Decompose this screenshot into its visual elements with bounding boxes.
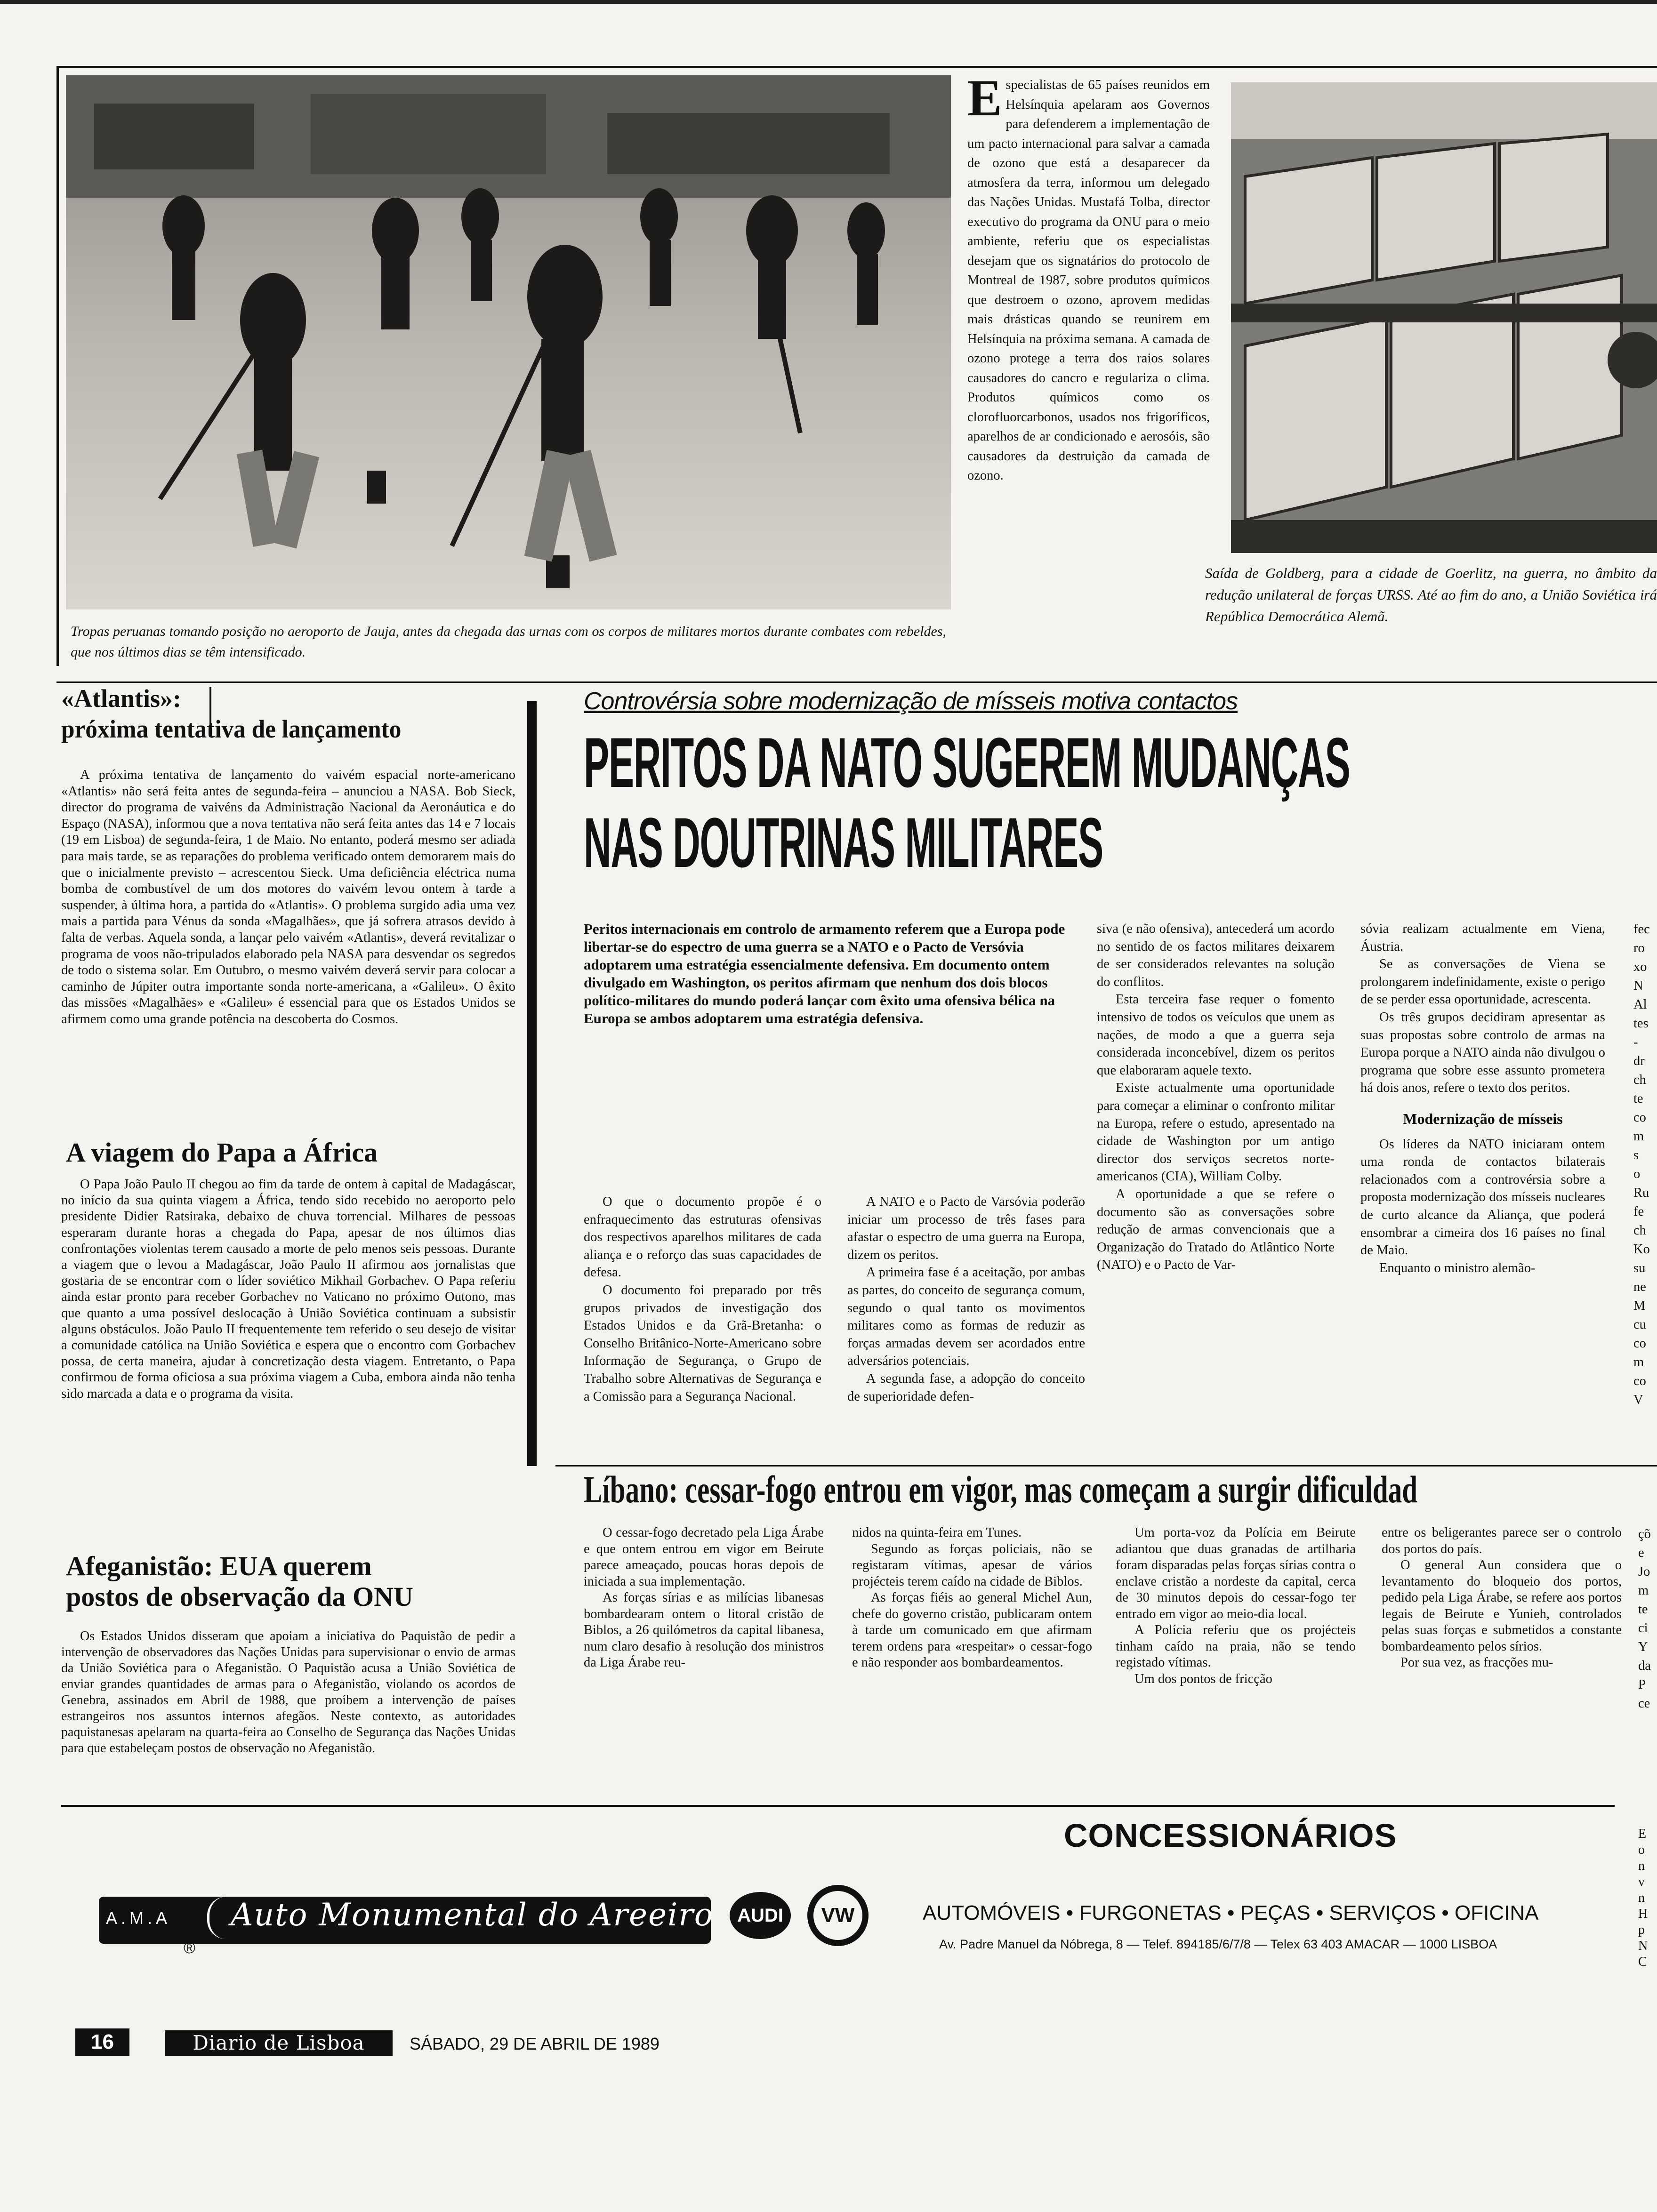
nato-col5-fragment: te: [1633, 1091, 1643, 1106]
libano-rule: [555, 1465, 1657, 1467]
nato-col5-fragment: su: [1633, 1261, 1646, 1275]
libano-col3: [1116, 1525, 1356, 1793]
side-fragment: N: [1638, 1939, 1648, 1953]
nato-col3-p2: Esta terceira fase requer o fomento intensivo de todos os veículos que unem as nações, de modo a que a guerra seja considerada inconcebível, dizem os peritos que elaboraram aquele texto.: [1097, 992, 1335, 1078]
atlantis-article: [61, 767, 515, 1141]
ama-script: Auto Monumental do Areeiro: [231, 1897, 714, 1933]
dropcap: E: [967, 75, 1002, 127]
atlantis-title-line1: «Atlantis»:: [61, 684, 181, 713]
nato-col2-p1: A NATO e o Pacto de Varsóvia poderão iniciar um processo de três fases para afastar o espectro de uma guerra na Europa, dizem os peritos.: [847, 1194, 1085, 1262]
afeg-body: Os Estados Unidos disseram que apoiam a iniciativa do Paquistão de pedir a intervenção de observadores das Nações Unidas para supervisionar o envio de armas da União Soviética para o Afeganistão. O Paquistão acusa a União Soviética de enviar grandes quantidades de armas para o Afeganistão, violando os acordos de Genebra, assinados em Abril de 1988, que proíbem a intervenção de países estrangeiros nos assuntos internos afegãos. Neste contexto, as autoridades paquistanesas apelaram na quarta-feira ao Conselho de Segurança das Nações Unidas para que estabeleçam postos de observação no Afeganistão.: [61, 1629, 515, 1755]
page-number: 16: [75, 2028, 129, 2056]
afeg-title-line2: postos de observação da ONU: [66, 1581, 413, 1612]
libano-col5-fragment: ci: [1638, 1621, 1648, 1635]
nato-col5-fragment: Ru: [1633, 1186, 1649, 1200]
side-fragment: E: [1638, 1827, 1647, 1841]
nato-lead-text: Peritos internacionais em controlo de armamento referem que a Europa pode libertar-se do espectro de uma guerra se a NATO e o Pacto de Versóvia adoptarem uma estratégia essencialmente defensiva. Em documento ontem divulgado em Washington, os peritos afirmam que nenhum dos dois blocos político-militares do mundo poderá lançar com êxito uma ofensiva bélica na Europa se ambos adoptarem uma estratégia defensiva.: [584, 921, 1065, 1026]
libano-col5-fragment: Y: [1638, 1640, 1648, 1654]
vw-icon: [813, 1891, 862, 1940]
footer-date: SÁBADO, 29 DE ABRIL DE 1989: [410, 2034, 660, 2053]
nato-col1: [584, 1193, 821, 1461]
libano-col2-p3: As forças fiéis ao general Michel Aun, chefe do governo cristão, publicaram ontem à tarde um comunicado em que afirmam terem ordens para «respeitar» o cessar-fogo e não responder aos bombardeamentos.: [852, 1590, 1092, 1670]
nato-col5-fragment: -: [1633, 1035, 1638, 1050]
ad-title: CONCESSIONÁRIOS: [1064, 1817, 1397, 1854]
libano-col5-fragment: te: [1638, 1602, 1648, 1617]
afeg-title-line1: Afeganistão: EUA querem: [66, 1551, 372, 1581]
libano-col2: [852, 1525, 1092, 1793]
nato-headline-line2: NAS DOUTRINAS MILITARES: [584, 803, 1103, 882]
ad-rule-top: [61, 1805, 1615, 1807]
atlantis-body: A próxima tentativa de lançamento do vaivém espacial norte-americano «Atlantis» não será feita antes de segunda-feira – anunciou a NASA. Bob Sieck, director do programa de vaivéns da Administração Nacional da Aeronáutica e do Espaço (NASA), informou que a nova tentativa não será feita antes das 14 e 7 locais (19 em Lisboa) de segunda-feira, 1 de Maio. No entanto, poderá mesmo ser adiada para mais tarde, se as reparações do problema verificado ontem demorarem mais do que o inicialmente previsto – acrescentou Sieck. Uma deficiência eléctrica numa bomba de combustível de um dos motores do vaivém levou ontem à tarde a suspender, à última hora, a partida do «Atlantis». O problema surgido adia uma vez mais a partida para Vénus da sonda «Magalhães», que já sofrera atrasos devido à falta de verbas. Aquela sonda, a lançar pelo vaivém «Atlantis», deverá revitalizar o programa de voos não-tripulados elaborado pela NASA para desvendar os segredos de todo o sistema solar. Em Outubro, o mesmo vaivém deverá servir para colocar a caminho de Júpiter outra importante sonda norte-americana, a «Galileu». O êxito das missões «Magalhães» e «Galileu» é essencial para que os Estados Unidos se afirmem como uma grande potência na descoberta do Cosmos.: [61, 768, 515, 1026]
libano-col4: [1382, 1525, 1622, 1793]
libano-col1: [584, 1525, 824, 1793]
vertical-bar: [527, 701, 537, 1466]
nato-col4: [1360, 920, 1605, 1461]
registered-mark: ®: [184, 1939, 196, 1957]
libano-col3-p2: A Polícia referiu que os projécteis tinham caído na praia, não se tendo registado vítimas.: [1116, 1623, 1356, 1670]
nato-col5-fragment: Al: [1633, 997, 1647, 1012]
nato-col5-fragment: Ko: [1633, 1242, 1650, 1257]
nato-col2: [847, 1193, 1085, 1461]
libano-col4-p3: Por sua vez, as fracções mu-: [1400, 1655, 1553, 1670]
nato-subhead: Modernização de mísseis: [1403, 1110, 1563, 1127]
libano-col2-p1: nidos na quinta-feira em Tunes.: [852, 1525, 1022, 1540]
ad-address: Av. Padre Manuel da Nóbrega, 8 — Telef. 894185/6/7/8 — Telex 63 403 AMACAR — 1000 LISBOA: [939, 1937, 1497, 1951]
ozone-article: [967, 75, 1210, 664]
side-fragment: n: [1638, 1891, 1645, 1905]
libano-col3-p1: Um porta-voz da Polícia em Beirute adiantou que duas granadas de artilharia foram disparadas pelas forças sírias contra o enclave cristão a nordeste da capital, cerca de 30 minutos depois do cessar-fogo ter entrado em vigor ao meio-dia local.: [1116, 1525, 1356, 1621]
nato-col4-p2: Se as conversações de Viena se prolongarem indefinidamente, existe o perigo de se perder essa oportunidade, acrescenta.: [1360, 957, 1605, 1007]
nato-col1-p1: O que o documento propõe é o enfraquecimento das estruturas ofensivas dos respectivos aparelhos militares de cada aliança e o reforço das suas capacidades de defesa.: [584, 1194, 821, 1280]
nato-col5-fragment: dr: [1633, 1054, 1645, 1068]
ad-services: AUTOMÓVEIS • FURGONETAS • PEÇAS • SERVIÇOS • OFICINA: [923, 1901, 1539, 1924]
photo1-caption: Tropas peruanas tomando posição no aeroporto de Jauja, antes da chegada das urnas com os corpos de militares mortos durante combates com rebeldes, que nos últimos dias se têm intensificado.: [71, 624, 946, 660]
vw-label: VW: [821, 1904, 855, 1927]
libano-col2-p2: Segundo as forças policiais, não se registaram vítimas, apesar de vários projécteis terem caído na cidade de Biblos.: [852, 1541, 1092, 1589]
libano-col4-p2: O general Aun considera que o levantamento do bloqueio dos portos, pedido pela Liga Árabe, se refere aos portos legais de Beirute e Yunieh, controlados pelas suas forças e submetidos a constante bombardeamento pelos sírios.: [1382, 1558, 1622, 1654]
nato-col5-fragment: ch: [1633, 1223, 1646, 1238]
nato-col5-fragment: V: [1633, 1393, 1643, 1407]
nato-col5-fragment: co: [1633, 1336, 1646, 1351]
nato-col3: [1097, 920, 1335, 1461]
libano-col4-p1: entre os beligerantes parece ser o controlo dos portos do país.: [1382, 1525, 1622, 1556]
nato-col3-p3: Existe actualmente uma oportunidade para começar a eliminar o confronto militar na Europa, refere o estudo, apresentado na cidade de Washington por um antigo director dos serviços secretos norte-americanos (CIA), William Colby.: [1097, 1081, 1335, 1184]
side-fragment: n: [1638, 1859, 1645, 1873]
libano-col5-fragment: m: [1638, 1583, 1649, 1598]
nato-col4-p4: Os líderes da NATO iniciaram ontem uma ronda de contactos bilaterais relacionados com a controvérsia sobre a proposta modernização dos mísseis nucleares de curto alcance da Aliança, que poderá ensombrar a cimeira dos 16 países no final de Maio.: [1360, 1137, 1605, 1258]
nato-col5-fragment: m: [1633, 1355, 1644, 1370]
nato-col5-fragment: fe: [1633, 1204, 1644, 1219]
nato-col5-fragment: s: [1633, 1148, 1639, 1162]
nato-col5-fragment: M: [1633, 1298, 1646, 1313]
side-fragment: C: [1638, 1955, 1647, 1969]
audi-logo: AUDI: [730, 1892, 791, 1939]
side-fragment: v: [1638, 1875, 1645, 1889]
nato-col5-fragment: N: [1633, 978, 1643, 993]
nato-kicker: Controvérsia sobre modernização de mísseis motiva contactos: [584, 688, 1238, 715]
top-rule: [0, 0, 1657, 4]
nato-headline-line1: PERITOS DA NATO SUGEREM MUDANÇAS: [584, 723, 1350, 802]
ama-label: A.M.A: [106, 1908, 171, 1928]
nato-lead: [584, 920, 1066, 1137]
nato-col5-fragment: co: [1633, 1374, 1646, 1388]
side-fragments: [1638, 1826, 1657, 1977]
afeg-article: [61, 1628, 515, 1791]
papa-body: O Papa João Paulo II chegou ao fim da tarde de ontem à capital de Madagáscar, no início da sua quinta viagem a África, tendo sido recebido no aeroporto pelo presidente Didier Ratsiraka, debaixo de chuva torrencial. Milhares de pessoas esperaram durante horas a chegada do Papa, apesar de nos últimos dias confrontações violentas terem causado a morte de pelo menos seis pessoas. Durante a viagem que o levou a Madagáscar, João Paulo II afirmou aos jornalistas que gostaria de se encontrar com o líder soviético Mikhail Gorbachev. O Papa referiu ainda estar pronto para receber Gorbachev no Vaticano no próximo Outono, mas que quanto a uma possível deslocação à União Soviética continuam a subsistir alguns obstáculos. João Paulo II frequentemente tem referido o seu desejo de visitar a comunidade católica na União Soviética e espera que o encontro com Gorbachev possa, de certa maneira, ajudar à concretização desta viagem. Entretanto, o Papa confirmou de forma oficiosa a sua próxima viagem a Cuba, embora ainda não tenha sido marcada a data e o programa da visita.: [61, 1177, 515, 1401]
vw-logo: [807, 1885, 869, 1946]
nato-col5-fragment: tes: [1633, 1016, 1649, 1031]
nato-col5-fragments: [1633, 920, 1657, 1461]
libano-col5-fragment: ce: [1638, 1696, 1650, 1711]
papa-article: [61, 1177, 515, 1553]
nato-col1-p2: O documento foi preparado por três grupos privados de investigação dos Estados Unidos e da Grã-Bretanha: o Conselho Britânico-Norte-Americano sobre Informação de Segurança, o Grupo de Trabalho sobre Alternativas de Segurança e a Comissão para a Segurança Nacional.: [584, 1282, 821, 1404]
libano-col5-fragment: Jo: [1638, 1564, 1650, 1579]
libano-headline: Líbano: cessar-fogo entrou em vigor, mas começam a surgir dificuldad: [584, 1468, 1418, 1511]
libano-col5-fragment: P: [1638, 1677, 1646, 1692]
side-fragment: o: [1638, 1843, 1645, 1857]
photo-goldberg-train: [1231, 82, 1657, 553]
nato-col5-fragment: ro: [1633, 941, 1645, 955]
libano-col5-fragment: çõ: [1638, 1527, 1651, 1541]
papa-title: A viagem do Papa a África: [66, 1137, 378, 1168]
side-fragment: H: [1638, 1907, 1648, 1921]
photo2-caption: Saída de Goldberg, para a cidade de Goerlitz, na guerra, no âmbito da redução unilateral de forças URSS. Até ao fim do ano, a União Soviética irá República Democrática Alemã.: [1205, 565, 1657, 625]
nato-col5-fragment: o: [1633, 1167, 1641, 1181]
atlantis-title-line2: próxima tentativa de lançamento: [61, 715, 402, 743]
ozone-paragraph: specialistas de 65 países reunidos em Helsínquia apelaram aos Governos para defenderem a implementação de um pacto internacional para salvar a camada de ozono que está a desaparecer da atmosfera da terra, informou um delegado das Nações Unidas. Mustafá Tolba, director executivo do programa da ONU para o meio ambiente, referiu que os especialistas desejam que os signatários do protocolo de Montreal de 1987, sobre produtos químicos que destroem o ozono, aprovem medidas mais drásticas quando se reunirem em Helsínquia na próxima semana. A camada de ozono protege a terra dos raios solares causadores do cancro e regulariza o clima. Produtos químicos como os clorofluorcarbonos, usados nos frigoríficos, aparelhos de ar condicionado e aerosóis, são causadores da destruição da camada de ozono.: [967, 78, 1210, 483]
section-rule: [56, 681, 1657, 683]
nato-col4-p5: Enquanto o ministro alemão-: [1379, 1260, 1536, 1275]
masthead: Diario de Lisboa: [165, 2030, 393, 2056]
nato-col5-fragment: xo: [1633, 960, 1647, 974]
libano-col5-fragments: [1638, 1525, 1657, 1793]
nato-col5-fragment: ch: [1633, 1073, 1646, 1087]
libano-col1-p2: As forças sírias e as milícias libanesas bombardearam ontem o litoral cristão de Biblos, a 26 quilómetros da capital libanesa, num claro desafio à resolução dos ministros da Liga Árabe reu-: [584, 1590, 824, 1670]
nato-col4-p3: Os três grupos decidiram apresentar as suas propostas sobre controlo de armas na Europa porque a NATO ainda não divulgou o programa que sobre esse assunto prometera há dois anos, refere o texto dos peritos.: [1360, 1010, 1605, 1096]
nato-col3-p4: A oportunidade a que se refere o documento são as conversações sobre redução de armas convencionais que a Organização do Tratado do Atlântico Norte (NATO) e o Pacto de Var-: [1097, 1186, 1335, 1273]
nato-col2-p2: A primeira fase é a aceitação, por ambas as partes, do conceito de segurança comum, segundo o qual tanto os movimentos militares como as formas de reduzir as forças armadas devem ser acordados entre adversários potenciais.: [847, 1265, 1085, 1369]
libano-col3-p3: Um dos pontos de fricção: [1134, 1671, 1272, 1686]
side-fragment: p: [1638, 1923, 1645, 1937]
libano-col1-p1: O cessar-fogo decretado pela Liga Árabe e que ontem entrou em vigor em Beirute parece ameaçado, poucas horas depois de iniciada a sua implementação.: [584, 1525, 824, 1589]
nato-col5-fragment: cu: [1633, 1317, 1646, 1332]
nato-col4-p1: sóvia realizam actualmente em Viena, Áustria.: [1360, 922, 1605, 954]
train-photo-graphic: [1231, 82, 1657, 553]
nato-col5-fragment: fec: [1633, 922, 1650, 937]
nato-col2-p3: A segunda fase, a adopção do conceito de superioridade defen-: [847, 1371, 1085, 1404]
troops-photo-graphic: [66, 75, 951, 609]
libano-col5-fragment: da: [1638, 1659, 1651, 1673]
nato-col5-fragment: ne: [1633, 1280, 1646, 1294]
libano-col5-fragment: e: [1638, 1546, 1644, 1560]
nato-col3-p1: siva (e não ofensiva), antecederá um acordo no sentido de os factos militares deixarem de ser considerados relevantes na solução do conflitos.: [1097, 922, 1335, 989]
nato-col5-fragment: co: [1633, 1110, 1646, 1125]
photo-peruvian-troops: [66, 75, 951, 609]
nato-col5-fragment: m: [1633, 1129, 1644, 1144]
